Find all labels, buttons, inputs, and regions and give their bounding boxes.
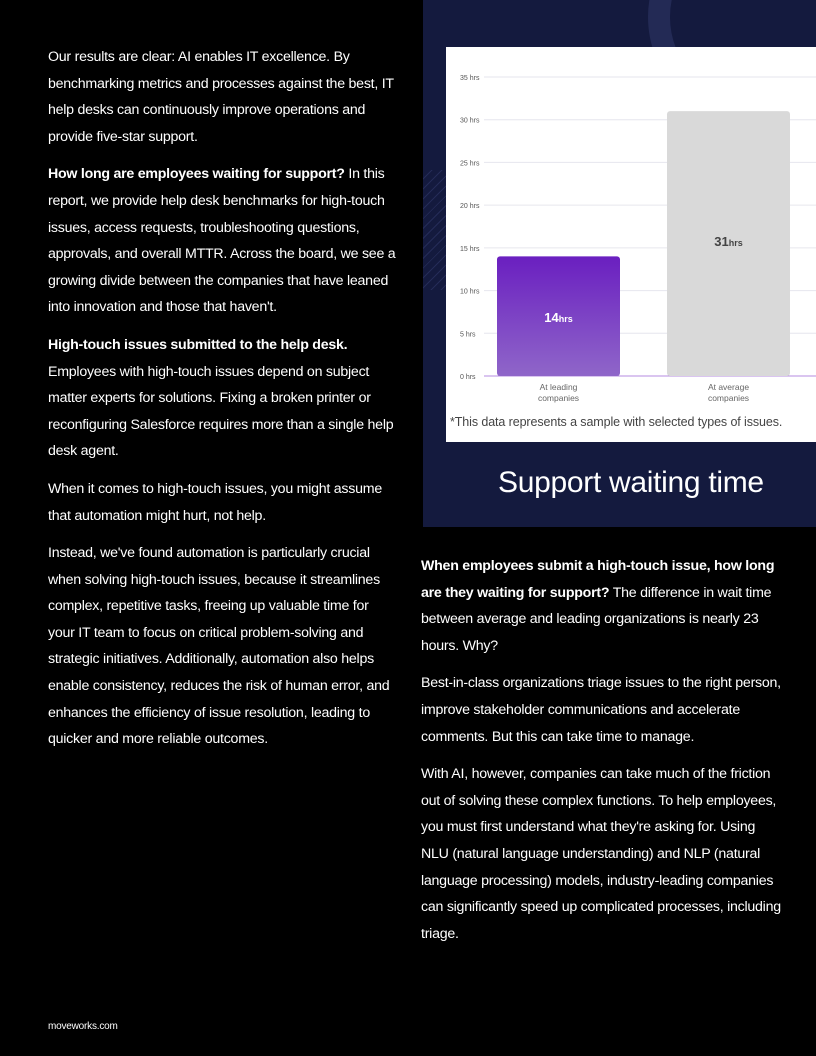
y-tick-label: 15 hrs xyxy=(460,245,480,253)
paragraph-best-in-class: Best-in-class organizations triage issues to the right person, improve stakeholder communications and accelerate comments. But this can take time to manage. xyxy=(421,675,781,745)
paragraph-lead: High-touch issues submitted to the help desk. xyxy=(48,336,348,353)
paragraph-lead: When employees submit a high-touch issue, how long are they waiting for support? xyxy=(421,558,775,601)
left-column xyxy=(48,44,398,764)
paragraph-high-touch xyxy=(48,332,398,465)
paragraph-waiting xyxy=(48,161,398,321)
chart-card xyxy=(446,47,816,442)
y-tick-label: 5 hrs xyxy=(460,331,476,339)
bar-value-label: 31hrs xyxy=(714,234,743,250)
footer-url[interactable]: moveworks.com xyxy=(48,1021,118,1032)
bar-value-label: 14hrs xyxy=(544,310,573,326)
category-label: companies xyxy=(707,393,750,403)
y-tick-label: 20 hrs xyxy=(460,203,480,211)
y-tick-label: 10 hrs xyxy=(460,288,480,296)
right-column xyxy=(421,553,781,958)
category-label: At leading xyxy=(539,382,578,392)
paragraph-body: In this report, we provide help desk benchmarks for high-touch issues, access requests, troubleshooting questions, approvals, and overall MTTR. Across the board, we see a growing divide between the companies that have leaned into innovation and those that haven't. xyxy=(48,166,396,316)
chart-footnote: *This data represents a sample with selected types of issues. xyxy=(450,415,783,429)
y-tick-label: 35 hrs xyxy=(460,75,480,82)
category-label: At average xyxy=(707,382,750,392)
paragraph-body: The difference in wait time between average and leading organizations is nearly 23 hours. Why? xyxy=(421,584,772,654)
paragraph-wait-question xyxy=(421,553,781,659)
paragraph-lead: How long are employees waiting for support? xyxy=(48,166,345,183)
y-tick-label: 25 hrs xyxy=(460,160,480,168)
category-label: companies xyxy=(537,393,580,403)
paragraph-automation: Instead, we've found automation is particularly crucial when solving high-touch issues, because it streamlines complex, repetitive tasks, freeing up valuable time for your IT team to focus on critical problem-solving and strategic initiatives. Additionally, automation also helps enable consistency, reduces the risk of human error, and enhances the efficiency of issue resolution, leading to quicker and more reliable outcomes. xyxy=(48,545,390,748)
paragraph-intro: Our results are clear: AI enables IT excellence. By benchmarking metrics and processes against the best, IT help desks can continuously improve operations and provide five-star support. xyxy=(48,49,394,145)
paragraph-body: Employees with high-touch issues depend on subject matter experts for solutions. Fixing a broken printer or reconfiguring Salesforce requires more than a single help desk agent. xyxy=(48,363,394,460)
waiting-time-chart xyxy=(446,47,816,412)
y-tick-label: 30 hrs xyxy=(460,117,480,125)
y-tick-label: 0 hrs xyxy=(460,374,476,381)
panel-caption: Support waiting time xyxy=(498,466,764,499)
paragraph-assumption: When it comes to high-touch issues, you might assume that automation might hurt, not help. xyxy=(48,480,382,524)
paragraph-ai: With AI, however, companies can take much of the friction out of solving these complex functions. To help employees, you must first understand what they're asking for. Using NLU (natural language understanding) and NLP (natural language processing) models, industry-leading companies can significantly speed up complicated processes, including triage. xyxy=(421,766,781,942)
